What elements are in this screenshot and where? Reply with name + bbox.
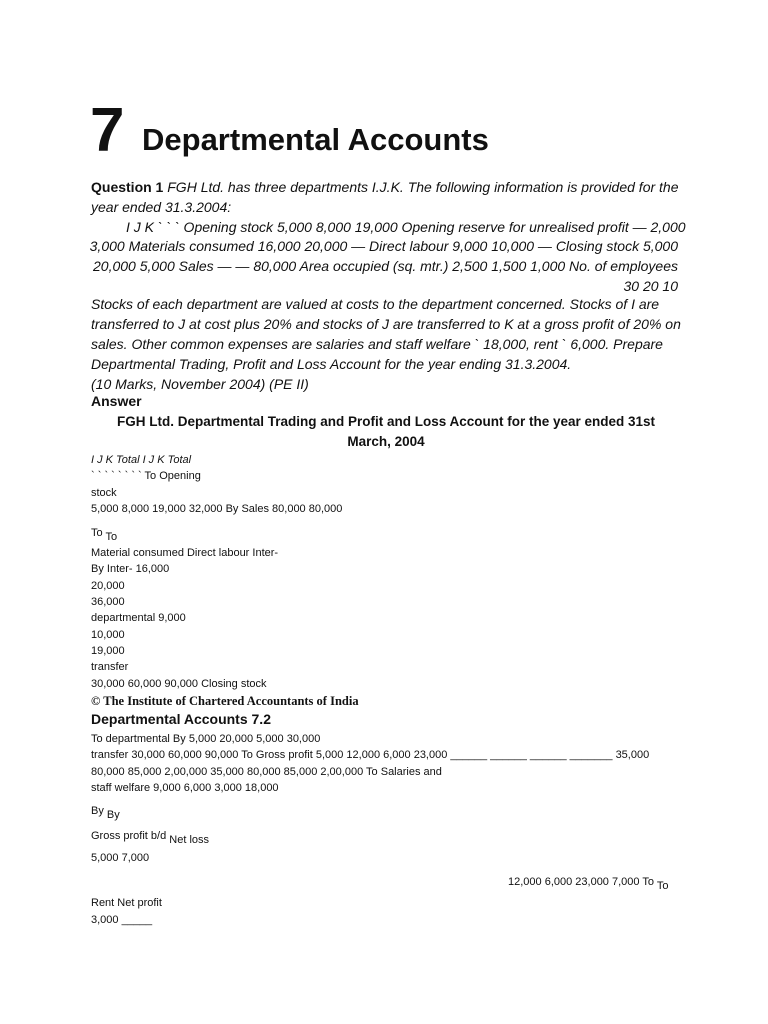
body-line: stock	[91, 487, 117, 499]
body-line: 3,000 _____	[91, 914, 153, 926]
question-line: Stocks of each department are valued at costs to the department concerned. Stocks of I are	[91, 296, 660, 312]
body-line: 80,000 85,000 2,00,000 35,000 80,000 85,000 2,00,000 To Salaries and	[91, 766, 442, 778]
body-line: 19,000	[91, 645, 125, 657]
question-label: Question 1	[91, 179, 164, 195]
body-line: departmental 9,000	[91, 612, 186, 624]
answer-heading: Answer	[91, 393, 142, 409]
body-line: 10,000	[91, 629, 125, 641]
body-line: To departmental By 5,000 20,000 5,000 30,000	[91, 733, 321, 745]
body-line: 5,000 8,000 19,000 32,000 By Sales 80,000 80,000	[91, 503, 343, 515]
question-line: 30 20 10	[623, 278, 678, 294]
body-line: By By	[91, 805, 120, 821]
copyright-notice: © The Institute of Chartered Accountants of India	[91, 694, 359, 708]
body-line: transfer	[91, 661, 129, 673]
chapter-title: Departmental Accounts	[142, 122, 489, 157]
body-line: ` ` ` ` ` ` ` ` To Opening	[91, 470, 201, 482]
question-line: I J K ` ` ` Opening stock 5,000 8,000 19,000 Opening reserve for unrealised profit — 2,000	[126, 219, 686, 235]
account-title: FGH Ltd. Departmental Trading and Profit and Loss Account for the year ended 31st	[116, 414, 656, 429]
body-line: 5,000 7,000	[91, 852, 150, 864]
body-line: 20,000	[91, 580, 125, 592]
question-line: sales. Other common expenses are salaries and staff welfare ` 18,000, rent ` 6,000. Prepare	[91, 336, 663, 352]
body-line: staff welfare 9,000 6,000 3,000 18,000	[91, 782, 279, 794]
body-line: Material consumed Direct labour Inter-	[91, 547, 279, 559]
body-line: transfer 30,000 60,000 90,000 To Gross profit 5,000 12,000 6,000 23,000 ______ ______ ______ _______ 35,000	[91, 749, 650, 761]
question-line: (10 Marks, November 2004) (PE II)	[91, 376, 309, 392]
column-header: I J K Total I J K Total	[91, 454, 192, 466]
body-line: Rent Net profit	[91, 897, 162, 909]
question-line: year ended 31.3.2004:	[91, 199, 232, 215]
body-line: 30,000 60,000 90,000 Closing stock	[91, 678, 267, 690]
question-line: 20,000 5,000 Sales — — 80,000 Area occupied (sq. mtr.) 2,500 1,500 1,000 No. of employees	[93, 258, 678, 274]
body-line: To To	[91, 527, 118, 543]
section-title: Departmental Accounts 7.2	[91, 711, 271, 727]
body-line: 36,000	[91, 596, 125, 608]
question-line: transferred to J at cost plus 20% and stocks of J are transferred to K at a gross profit of 20% on	[91, 316, 681, 332]
body-line: By Inter- 16,000	[91, 563, 170, 575]
question-line: Departmental Trading, Profit and Loss Account for the year ending 31.3.2004.	[91, 356, 572, 372]
question-line: 3,000 Materials consumed 16,000 20,000 — Direct labour 9,000 10,000 — Closing stock 5,000	[89, 238, 678, 254]
body-line: 12,000 6,000 23,000 7,000 To To	[508, 876, 669, 892]
chapter-number: 7	[90, 96, 125, 165]
account-title: March, 2004	[347, 434, 425, 449]
body-line: Gross profit b/d Net loss	[91, 830, 210, 846]
question-line: Question 1 FGH Ltd. has three departments I.J.K. The following information is provided for the	[91, 179, 679, 195]
